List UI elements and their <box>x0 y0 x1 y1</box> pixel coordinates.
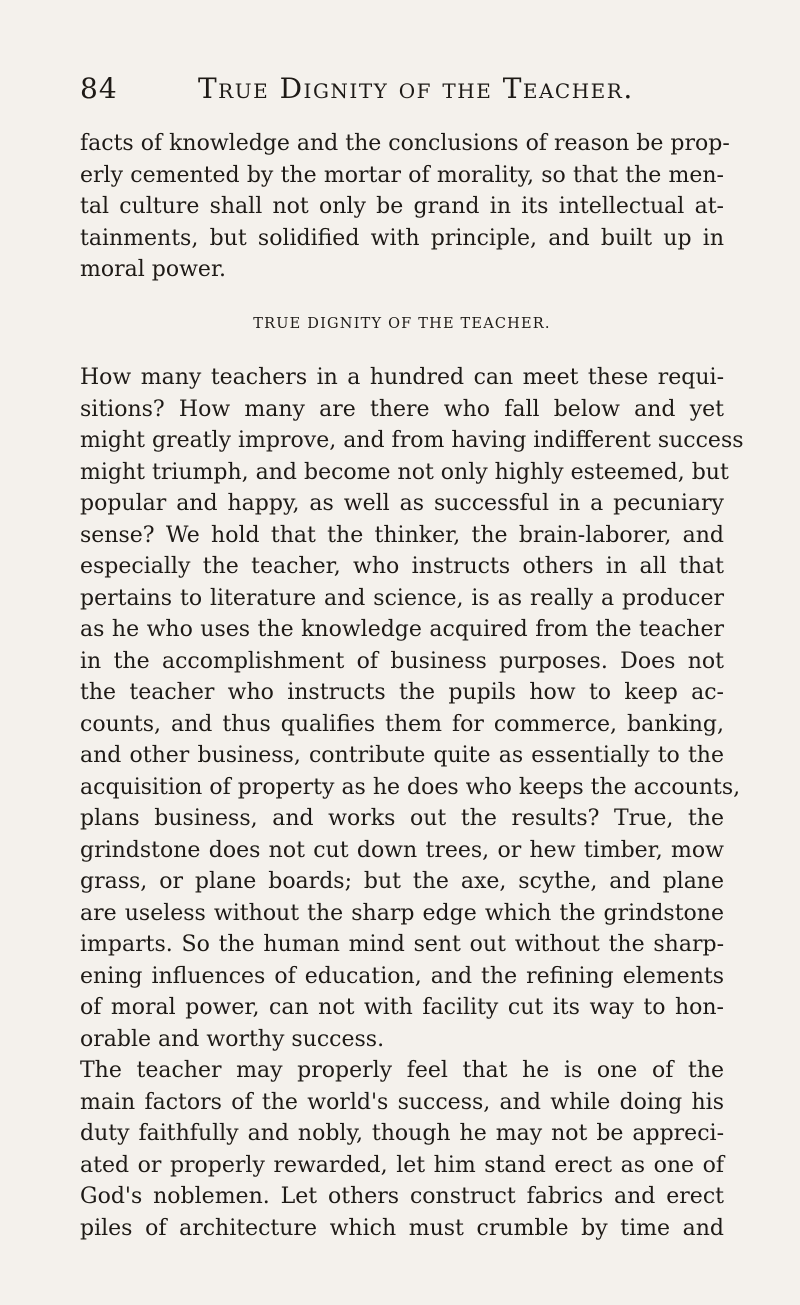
text-line: sitions? How many are there who fall below and yet <box>80 396 724 422</box>
text-line: orable and worthy success. <box>80 1026 385 1052</box>
running-head <box>80 72 660 116</box>
intro-text <box>80 128 730 286</box>
text-line: ening influences of education, and the refining elements <box>80 963 724 989</box>
text-line: the teacher who instructs the pupils how to keep ac- <box>80 680 724 705</box>
section-heading: TRUE DIGNITY OF THE TEACHER. <box>253 316 551 332</box>
text-line: are useless without the sharp edge which the grindstone <box>80 900 724 926</box>
text-line: erly cemented by the mortar of morality, so that the men- <box>80 162 724 188</box>
text-line: ated or properly rewarded, let him stand erect as one of <box>80 1152 724 1178</box>
text-line: How many teachers in a hundred can meet these requi- <box>80 365 724 390</box>
text-line: as he who uses the knowledge acquired from the teacher <box>80 617 724 642</box>
running-title: True Dignity of the Teacher. <box>198 72 634 105</box>
text-line: grindstone does not cut down trees, or hew timber, mow <box>80 837 724 863</box>
text-line: facts of knowledge and the conclusions of reason be prop- <box>80 131 730 156</box>
text-line: tal culture shall not only be grand in its intellectual at- <box>80 194 724 219</box>
text-line: in the accomplishment of business purposes. Does not <box>80 648 724 674</box>
text-line: and other business, contribute quite as essentially to the <box>80 743 724 768</box>
text-line: might triumph, and become not only highly esteemed, but <box>80 459 729 485</box>
text-line: main factors of the world's success, and while doing his <box>80 1089 724 1115</box>
text-line: popular and happy, as well as successful in a pecuniary <box>80 491 724 516</box>
text-line: plans business, and works out the results? True, the <box>80 806 724 831</box>
text-line: especially the teacher, who instructs others in all that <box>80 554 724 579</box>
text-line: moral power. <box>80 257 227 282</box>
text-line: The teacher may properly feel that he is one of the <box>80 1058 724 1083</box>
page-number: 84 <box>80 72 118 105</box>
text-line: sense? We hold that the thinker, the brain-laborer, and <box>80 522 724 548</box>
paragraph-1 <box>80 362 744 1244</box>
text-line: counts, and thus qualifies them for commerce, banking, <box>80 711 724 737</box>
text-line: acquisition of property as he does who keeps the accounts, <box>80 774 741 800</box>
text-line: of moral power, can not with facility cut its way to hon- <box>80 995 724 1020</box>
text-line: imparts. So the human mind sent out without the sharp- <box>80 932 724 957</box>
text-line: piles of architecture which must crumble by time and <box>80 1215 724 1241</box>
text-line: duty faithfully and nobly, though he may not be appreci- <box>80 1121 724 1146</box>
text-line: grass, or plane boards; but the axe, scythe, and plane <box>80 869 724 894</box>
text-line: God's noblemen. Let others construct fabrics and erect <box>80 1184 724 1209</box>
text-line: tainments, but solidified with principle, and built up in <box>80 225 724 251</box>
text-line: might greatly improve, and from having indifferent success <box>80 428 744 453</box>
text-line: pertains to literature and science, is as really a producer <box>80 585 724 611</box>
